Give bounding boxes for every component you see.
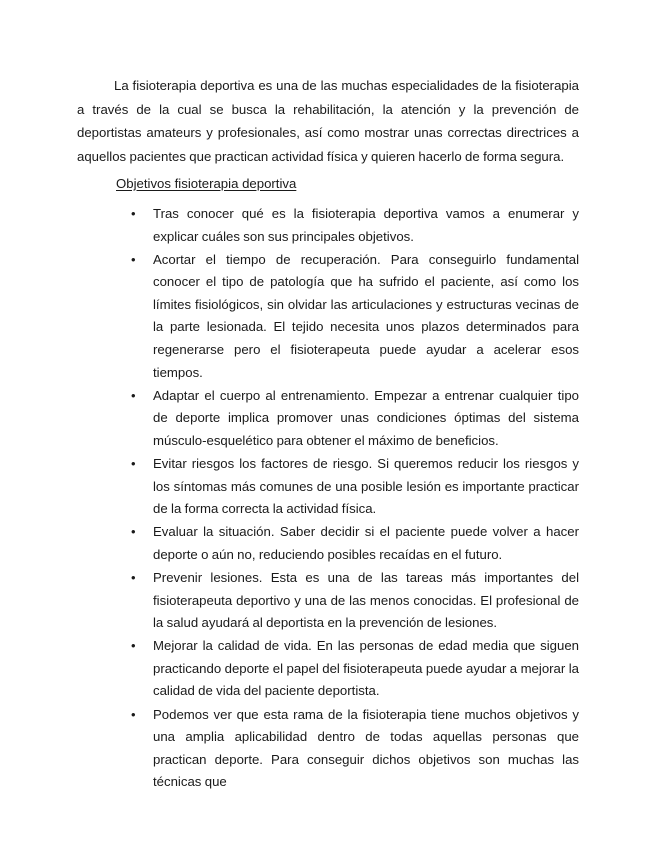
list-item-text: Evitar riesgos los factores de riesgo. Si queremos reducir los riesgos y los síntomas más comunes de una posible lesión es importante practicar de la forma correcta la actividad física. — [153, 456, 579, 517]
bullet-icon: • — [131, 706, 136, 722]
list-item-text: Podemos ver que esta rama de la fisioterapia tiene muchos objetivos y una amplia aplicabilidad dentro de todas aquellas personas que practican deporte. Para conseguir dichos objetivos son muchas las técnicas que — [153, 706, 579, 790]
list-item-text: Prevenir lesiones. Esta es una de las tareas más importantes del fisioterapeuta deportivo y una de las menos conocidas. El profesional de la salud ayudará al deportista en la prevención de lesiones. — [153, 570, 579, 631]
bullet-icon: • — [131, 251, 136, 267]
list-item — [131, 635, 579, 703]
list-item — [131, 567, 579, 635]
bullet-icon: • — [131, 206, 136, 221]
objectives-list — [131, 203, 579, 794]
list-item — [131, 249, 579, 385]
intro-paragraph: La fisioterapia deportiva es una de las muchas especialidades de la fisioterapia a través de la cual se busca la rehabilitación, la atención y la prevención de deportistas amateurs y profesionales, así como mostrar unas correctas directrices a aquellos pacientes que practican actividad física y quieren hacerlo de forma segura. — [77, 78, 579, 164]
bullet-icon: • — [131, 638, 136, 654]
list-item — [131, 453, 579, 521]
section-heading: Objetivos fisioterapia deportiva — [116, 176, 297, 191]
bullet-icon: • — [131, 456, 136, 472]
list-item-text: Adaptar el cuerpo al entrenamiento. Empezar a entrenar cualquier tipo de deporte implica promover unas condiciones óptimas del sistema músculo-esquelético para obtener el máximo de beneficios. — [153, 387, 579, 448]
list-item — [131, 704, 579, 794]
list-item-text: Acortar el tiempo de recuperación. Para conseguirlo fundamental conocer el tipo de patología que ha sufrido el paciente, así como los límites fisiológicos, sin olvidar las articulaciones y estructuras vecinas de la parte lesionada. El tejido necesita unos plazos determinados para regenerarse pero el fisioterapeuta puede ayudar a acelerar esos tiempos. — [153, 251, 579, 380]
bullet-icon: • — [131, 570, 136, 585]
bullet-icon: • — [131, 524, 136, 540]
list-item-text: Evaluar la situación. Saber decidir si el paciente puede volver a hacer deporte o aún no, reduciendo posibles recaídas en el futuro. — [153, 524, 579, 562]
list-item — [131, 385, 579, 453]
list-item — [131, 203, 579, 248]
bullet-icon: • — [131, 387, 136, 403]
list-item-text: Tras conocer qué es la fisioterapia deportiva vamos a enumerar y explicar cuáles son sus principales objetivos. — [153, 206, 579, 244]
list-item — [131, 521, 579, 566]
list-item-text: Mejorar la calidad de vida. En las personas de edad media que siguen practicando deporte el papel del fisioterapeuta puede ayudar a mejorar la calidad de vida del paciente deportista. — [153, 638, 579, 699]
